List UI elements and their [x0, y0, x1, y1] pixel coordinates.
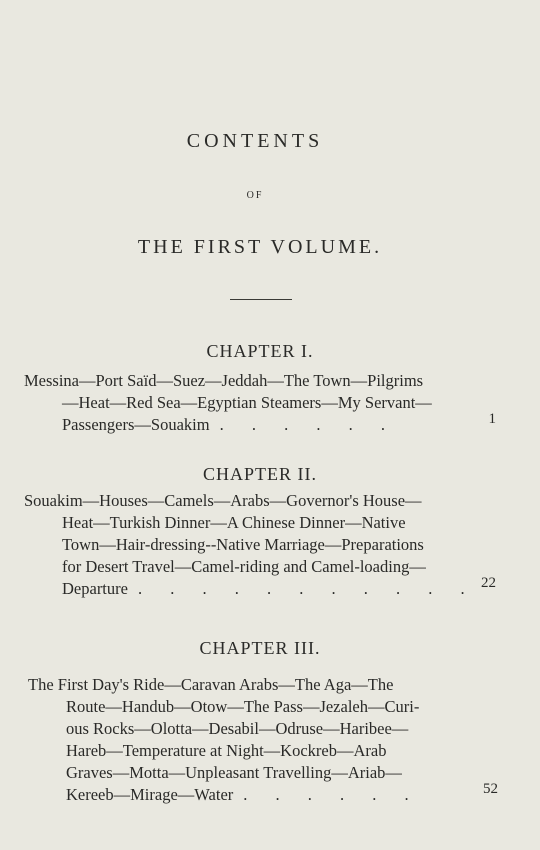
chapter-2-line-2: Heat—Turkish Dinner—A Chinese Dinner—Native: [62, 513, 406, 532]
chapter-1-line-3-text: Passengers—Souakim: [62, 415, 210, 434]
chapter-1-line-1: Messina—Port Saïd—Suez—Jeddah—The Town—Pilgrims: [24, 371, 424, 390]
chapter-3-entry: [28, 674, 498, 806]
divider-rule: [230, 299, 292, 300]
leader-dots: . . . . . . . . . . .: [137, 579, 477, 598]
of-label: OF: [246, 190, 264, 201]
chapter-2-page-number: 22: [481, 575, 496, 591]
chapter-2-line-1: Souakim—Houses—Camels—Arabs—Governor's House—: [24, 491, 422, 510]
chapter-2-line-3: Town—Hair-dressing--Native Marriage—Preparations: [62, 535, 424, 554]
chapter-3-line-5: Graves—Motta—Unpleasant Travelling—Ariab—: [66, 763, 402, 782]
chapter-3-line-2: Route—Handub—Otow—The Pass—Jezaleh—Curi-: [66, 697, 420, 716]
chapter-3-line-6: [28, 781, 498, 806]
chapter-3-page-number: 52: [483, 781, 498, 797]
leader-dots: . . . . . .: [243, 785, 421, 804]
chapter-2-entry: [24, 490, 496, 600]
chapter-2-heading: CHAPTER II.: [203, 464, 317, 484]
chapter-2-line-5-text: Departure: [62, 579, 128, 598]
chapter-3-line-6-text: Kereeb—Mirage—Water: [66, 785, 234, 804]
chapter-3-heading: CHAPTER III.: [199, 638, 321, 658]
chapter-1-page-number: 1: [488, 411, 496, 427]
chapter-3-line-3: ous Rocks—Olotta—Desabil—Odruse—Haribee—: [66, 719, 409, 738]
chapter-1-heading: CHAPTER I.: [206, 341, 314, 361]
page-subtitle: THE FIRST VOLUME.: [137, 236, 383, 258]
chapter-1-entry: [24, 370, 496, 436]
chapter-3-line-1: The First Day's Ride—Caravan Arabs—The Aga—The: [28, 675, 394, 694]
chapter-1-line-3: [24, 411, 496, 436]
chapter-1-line-2: —Heat—Red Sea—Egyptian Steamers—My Servant—: [62, 393, 432, 412]
chapter-2-line-5: [24, 575, 496, 600]
chapter-2-line-4: for Desert Travel—Camel-riding and Camel-loading—: [62, 557, 426, 576]
page-title: CONTENTS: [186, 130, 324, 152]
chapter-3-line-4: Hareb—Temperature at Night—Kockreb—Arab: [66, 741, 387, 760]
leader-dots: . . . . . .: [219, 415, 397, 434]
